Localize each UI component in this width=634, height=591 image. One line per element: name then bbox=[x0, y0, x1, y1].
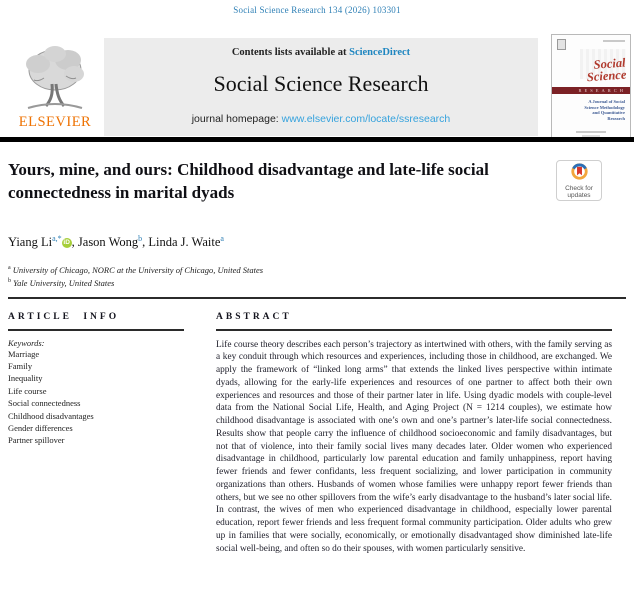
homepage-line bbox=[104, 113, 538, 125]
keyword-item: Gender differences bbox=[8, 422, 73, 433]
journal-cover-thumbnail[interactable] bbox=[551, 34, 631, 142]
journal-citation: Social Science Research 134 (2026) 103301 bbox=[233, 5, 401, 15]
abstract-header: ABSTRACT bbox=[216, 312, 292, 322]
article-info-header: ARTICLE INFO bbox=[8, 312, 120, 322]
cover-title-line2: Science bbox=[586, 67, 627, 85]
author-name[interactable]: Yiang Li bbox=[8, 235, 53, 250]
article-info-section bbox=[8, 312, 184, 447]
cover-issn-decoration bbox=[603, 40, 625, 42]
keyword-item: Life course bbox=[8, 385, 47, 396]
cover-title bbox=[555, 57, 627, 86]
author-affil-marker: b bbox=[138, 234, 143, 243]
elsevier-wordmark: ELSEVIER bbox=[18, 114, 92, 130]
crossmark-icon bbox=[571, 167, 588, 184]
journal-banner bbox=[104, 38, 538, 136]
author-affil-marker: a bbox=[220, 234, 224, 243]
article-title: Yours, mine, and ours: Childhood disadvantage and late-life social connectedness in marital dyads bbox=[8, 160, 489, 202]
cover-research-band: RESEARCH bbox=[552, 87, 630, 94]
author-name[interactable]: Jason Wong bbox=[77, 235, 139, 250]
keywords-label: Keywords: bbox=[8, 337, 45, 348]
author-affil-marker: a,* bbox=[52, 234, 62, 243]
abstract-section bbox=[216, 312, 612, 555]
keyword-item: Partner spillover bbox=[8, 435, 65, 446]
orcid-icon[interactable]: iD bbox=[63, 239, 70, 247]
keyword-item: Marriage bbox=[8, 348, 40, 359]
contents-prefix: Contents lists available at bbox=[231, 47, 347, 58]
cover-title-line1: Social bbox=[593, 55, 626, 72]
keyword-item: Family bbox=[8, 360, 33, 371]
contents-line bbox=[104, 47, 538, 58]
author-list bbox=[8, 234, 224, 250]
elsevier-logo bbox=[8, 40, 102, 136]
badge-label: Check for updates bbox=[565, 185, 593, 199]
homepage-url-link[interactable]: www.elsevier.com/locate/ssresearch bbox=[281, 113, 451, 125]
author-separator: , bbox=[71, 235, 78, 250]
header-divider-bar bbox=[0, 137, 634, 142]
check-for-updates-badge[interactable] bbox=[556, 160, 602, 201]
affiliation-line: $^b$ Yale University, United States bbox=[8, 277, 115, 288]
journal-name: Social Science Research bbox=[213, 71, 429, 96]
abstract-rule bbox=[216, 329, 612, 331]
affiliations bbox=[8, 263, 263, 289]
abstract-text: Life course theory describes each person’s trajectory as intertwined with others, with the family serving as a key conduit through which resources and experiences, including those in childhood, are exchanged. We apply the framework of “linked long arms” that extends the linked lives perspective within intimate dyads, allowing for the early-life experiences and resources of one partner to affect both their own experiences and resources and those of their partner later in life. Using dyadic models with couple-level data from the National Social Life, Health, and Aging Project (N = 1214 couples), we estimate how childhood disadvantage is associated with one’s own and one’s partner’s later-life social connectedness. Results show that people carry the influence of childhood socioeconomic and family disadvantages, but not that of violence, into their family social lives many decades later. Older women who experienced disadvantage in childhood, particularly low parental education and family unhappiness, report having fewer friends and fewer confidants, less frequent socializing, and lower participation in community organizations than others. Husbands of women whose families were unhappy report fewer friends than others, but we see no other spillovers from the wife’s early disadvantage to the husband’s later social life. In contrast, the wives of men who experienced disadvantage in childhood, especially lower parental education, report fewer friends and less frequent formal community participation. Older adults who grew up in families that were socially, economically, or emotionally disadvantaged show diminished late-life social well-being, and often so do their spouses, with women particularly sensitive. bbox=[216, 339, 612, 554]
sciencedirect-link[interactable]: ScienceDirect bbox=[349, 47, 411, 58]
affiliation-line: $^a$ University of Chicago, NORC at the University of Chicago, United States bbox=[8, 264, 264, 275]
author-name[interactable]: Linda J. Waite bbox=[148, 235, 221, 250]
homepage-prefix: journal homepage: bbox=[191, 113, 279, 125]
cover-footer-decoration bbox=[576, 131, 606, 133]
cover-crest-icon bbox=[557, 39, 566, 50]
author-separator: , bbox=[142, 235, 149, 250]
cover-subtitle: A Journal of Social Science Methodology and Quantitative Research bbox=[584, 99, 625, 121]
article-info-rule bbox=[8, 329, 184, 331]
keyword-item: Inequality bbox=[8, 373, 43, 384]
elsevier-tree-icon bbox=[8, 40, 102, 116]
keyword-item: Childhood disadvantages bbox=[8, 410, 94, 421]
keywords-list bbox=[8, 348, 184, 447]
keyword-item: Social connectedness bbox=[8, 398, 81, 409]
section-divider-rule bbox=[8, 297, 626, 299]
